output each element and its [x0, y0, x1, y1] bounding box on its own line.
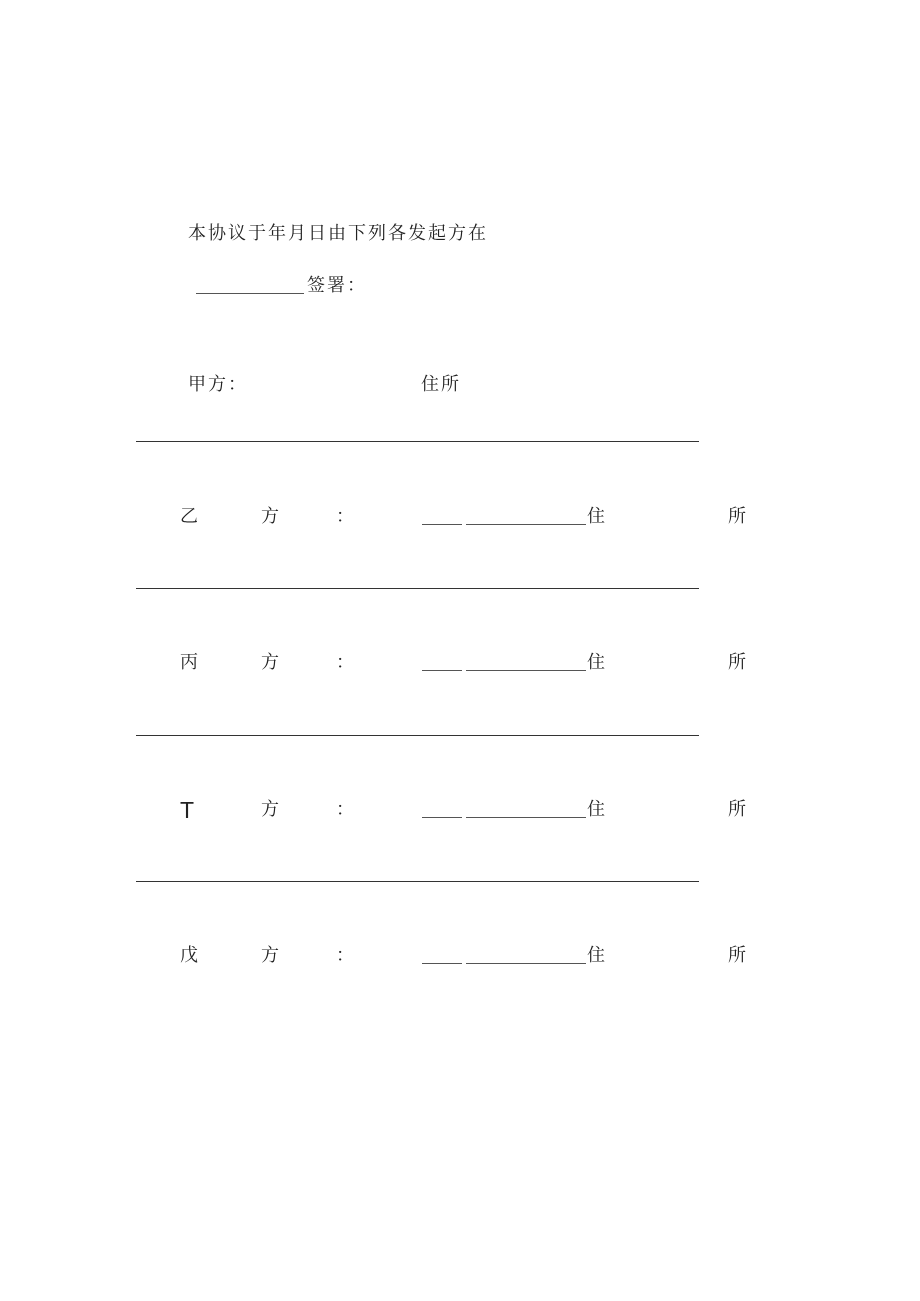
party-t-char: T — [180, 797, 195, 823]
party-bing-name-blank-2[interactable] — [466, 670, 586, 671]
party-yi-fang: 方 — [261, 506, 281, 527]
party-bing-char: 丙 — [180, 652, 200, 673]
party-t-suo: 所 — [728, 799, 748, 820]
party-wu-name-blank-2[interactable] — [466, 963, 586, 964]
party-jia-signature-rule — [136, 441, 699, 442]
party-yi-colon: ： — [336, 506, 356, 527]
party-t-name-blank-2[interactable] — [466, 817, 586, 818]
party-bing-signature-rule — [136, 735, 699, 736]
party-bing-fang: 方 — [261, 652, 281, 673]
party-t-signature-rule — [136, 881, 699, 882]
party-t-name-blank[interactable] — [422, 817, 462, 818]
party-t-fang: 方 — [261, 799, 281, 820]
party-yi-zhu: 住 — [587, 506, 607, 527]
party-wu-char: 戊 — [180, 945, 200, 966]
party-wu-colon: ： — [336, 945, 356, 966]
party-wu-suo: 所 — [728, 945, 748, 966]
party-yi-name-blank[interactable] — [422, 524, 462, 525]
party-bing-colon: ： — [336, 652, 356, 673]
party-yi-signature-rule — [136, 588, 699, 589]
signing-place-blank[interactable] — [196, 293, 304, 294]
party-yi-suo: 所 — [728, 506, 748, 527]
signing-label: 签署： — [307, 275, 367, 296]
party-wu-fang: 方 — [261, 945, 281, 966]
party-wu-zhu: 住 — [587, 945, 607, 966]
party-jia-address-label: 住所 — [421, 374, 461, 395]
party-yi-char: 乙 — [180, 506, 200, 527]
party-t-colon: ： — [336, 799, 356, 820]
party-bing-zhu: 住 — [587, 652, 607, 673]
party-jia-label: 甲方： — [188, 374, 248, 395]
party-wu-name-blank[interactable] — [422, 963, 462, 964]
party-bing-suo: 所 — [728, 652, 748, 673]
party-yi-name-blank-2[interactable] — [466, 524, 586, 525]
party-bing-name-blank[interactable] — [422, 670, 462, 671]
party-t-zhu: 住 — [587, 799, 607, 820]
intro-line: 本协议于年月日由下列各发起方在 — [188, 223, 488, 244]
